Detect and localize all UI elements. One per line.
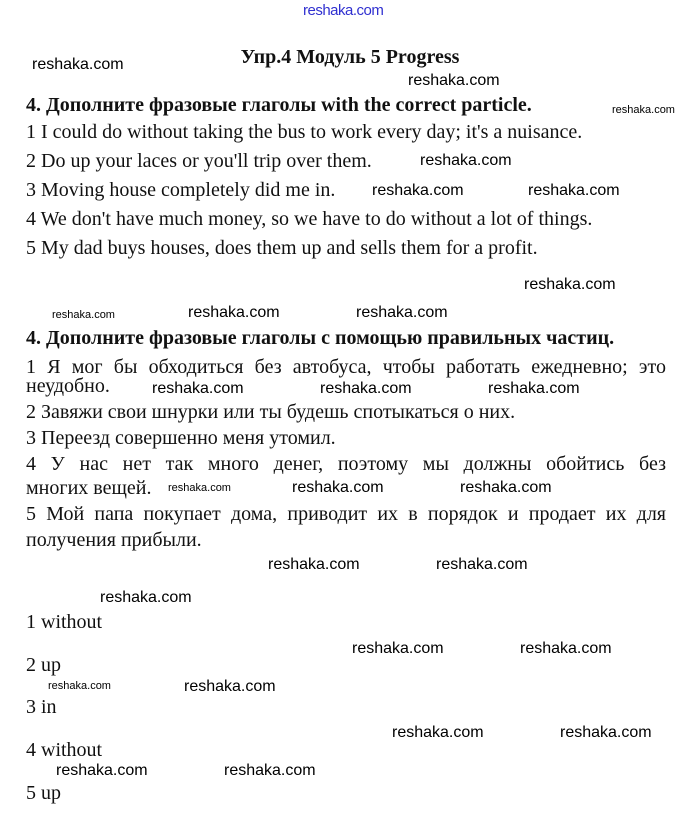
answer-item: 5 up bbox=[26, 782, 61, 804]
watermark: reshaka.com bbox=[320, 380, 412, 397]
russian-line: неудобно. bbox=[26, 375, 110, 397]
watermark: reshaka.com bbox=[560, 724, 652, 741]
watermark: reshaka.com bbox=[356, 304, 448, 321]
watermark: reshaka.com bbox=[460, 479, 552, 496]
watermark: reshaka.com bbox=[436, 556, 528, 573]
watermark: reshaka.com bbox=[528, 182, 620, 199]
russian-line: 1 Я мог бы обходиться без автобуса, чтобы работать ежедневно; это bbox=[26, 356, 666, 378]
watermark: reshaka.com bbox=[612, 104, 675, 116]
answer-item: 2 up bbox=[26, 654, 61, 676]
russian-heading: 4. Дополните фразовые глаголы с помощью правильных частиц. bbox=[26, 327, 615, 349]
english-line: 5 My dad buys houses, does them up and sells them for a profit. bbox=[26, 237, 538, 259]
russian-line: 2 Завяжи свои шнурки или ты будешь спотыкаться о них. bbox=[26, 401, 516, 423]
watermark: reshaka.com bbox=[520, 640, 612, 657]
watermark: reshaka.com bbox=[100, 589, 192, 606]
watermark: reshaka.com bbox=[184, 678, 276, 695]
answer-item: 1 without bbox=[26, 611, 103, 633]
answer-item: 4 without bbox=[26, 739, 103, 761]
english-line: 1 I could do without taking the bus to work every day; it's a nuisance. bbox=[26, 121, 583, 143]
russian-line: получения прибыли. bbox=[26, 529, 202, 551]
watermark: reshaka.com bbox=[224, 762, 316, 779]
page-title: Упр.4 Модуль 5 Progress bbox=[240, 46, 460, 68]
watermark: reshaka.com bbox=[152, 380, 244, 397]
watermark: reshaka.com bbox=[392, 724, 484, 741]
russian-line: многих вещей. bbox=[26, 477, 152, 499]
english-line: 3 Moving house completely did me in. bbox=[26, 179, 336, 201]
watermark: reshaka.com bbox=[52, 309, 115, 321]
english-line: 2 Do up your laces or you'll trip over them. bbox=[26, 150, 372, 172]
russian-line: 4 У нас нет так много денег, поэтому мы должны обойтись без bbox=[26, 453, 666, 475]
watermark: reshaka.com bbox=[420, 152, 512, 169]
watermark-link[interactable]: reshaka.com bbox=[303, 2, 384, 19]
english-heading: 4. Дополните фразовые глаголы with the correct particle. bbox=[26, 94, 532, 116]
watermark: reshaka.com bbox=[292, 479, 384, 496]
watermark: reshaka.com bbox=[488, 380, 580, 397]
watermark: reshaka.com bbox=[352, 640, 444, 657]
answer-item: 3 in bbox=[26, 696, 57, 718]
watermark: reshaka.com bbox=[268, 556, 360, 573]
watermark: reshaka.com bbox=[372, 182, 464, 199]
watermark: reshaka.com bbox=[524, 276, 616, 293]
watermark: reshaka.com bbox=[188, 304, 280, 321]
russian-line: 5 Мой папа покупает дома, приводит их в порядок и продает их для bbox=[26, 503, 666, 525]
english-line: 4 We don't have much money, so we have to do without a lot of things. bbox=[26, 208, 593, 230]
watermark: reshaka.com bbox=[168, 482, 231, 494]
watermark: reshaka.com bbox=[408, 72, 500, 89]
watermark: reshaka.com bbox=[48, 680, 111, 692]
watermark: reshaka.com bbox=[56, 762, 148, 779]
russian-line: 3 Переезд совершенно меня утомил. bbox=[26, 427, 336, 449]
watermark: reshaka.com bbox=[32, 56, 124, 73]
